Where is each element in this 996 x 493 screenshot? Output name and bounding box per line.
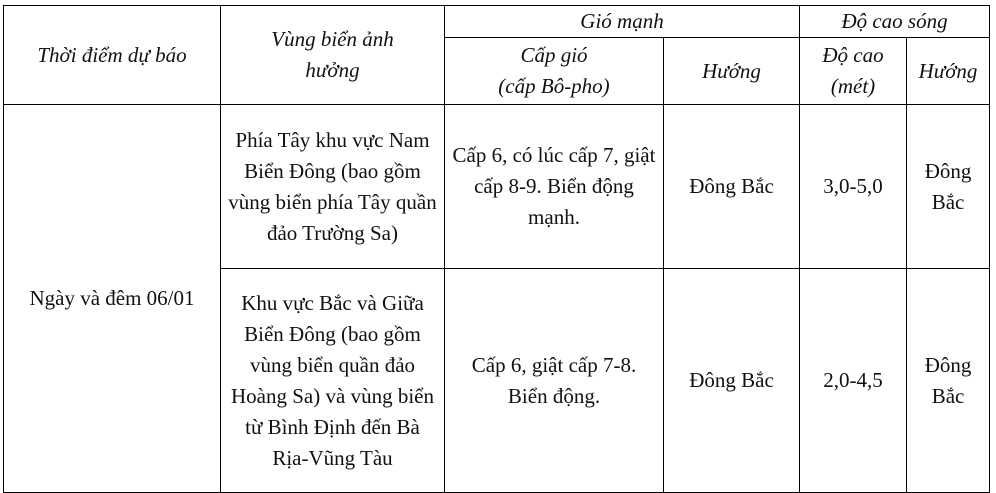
wind-level-cell: Cấp 6, có lúc cấp 7, giật cấp 8-9. Biển động mạnh.	[445, 105, 664, 269]
wave-direction-cell: Đông Bắc	[907, 269, 990, 493]
wind-direction-cell: Đông Bắc	[664, 105, 800, 269]
wave-direction-cell: Đông Bắc	[907, 105, 990, 269]
wind-direction-cell: Đông Bắc	[664, 269, 800, 493]
header-wind-direction: Hướng	[664, 38, 800, 105]
header-strong-wind: Gió mạnh	[445, 6, 800, 38]
wave-height-cell: 2,0-4,5	[800, 269, 907, 493]
header-affected-area-line2: hưởng	[305, 58, 360, 82]
forecast-time-cell: Ngày và đêm 06/01	[4, 105, 221, 493]
wind-level-cell: Cấp 6, giật cấp 7-8. Biển động.	[445, 269, 664, 493]
table-row	[4, 105, 990, 269]
header-height-line1: Độ cao	[822, 43, 884, 67]
header-affected-area	[221, 6, 445, 105]
header-height	[800, 38, 907, 105]
forecast-table	[3, 5, 990, 493]
header-forecast-time: Thời điểm dự báo	[4, 6, 221, 105]
header-affected-area-line1: Vùng biển ảnh	[271, 27, 394, 51]
header-wave-height: Độ cao sóng	[800, 6, 990, 38]
header-row-top	[4, 6, 990, 38]
header-wind-level	[445, 38, 664, 105]
header-wave-direction: Hướng	[907, 38, 990, 105]
area-cell: Phía Tây khu vực Nam Biển Đông (bao gồm vùng biển phía Tây quần đảo Trường Sa)	[221, 105, 445, 269]
area-cell: Khu vực Bắc và Giữa Biển Đông (bao gồm vùng biển quần đảo Hoàng Sa) và vùng biển từ Bình Định đến Bà Rịa-Vũng Tàu	[221, 269, 445, 493]
wave-height-cell: 3,0-5,0	[800, 105, 907, 269]
header-wind-level-line1: Cấp gió	[520, 43, 588, 67]
header-height-line2: (mét)	[830, 74, 876, 98]
header-wind-level-line2: (cấp Bô-pho)	[498, 74, 610, 98]
